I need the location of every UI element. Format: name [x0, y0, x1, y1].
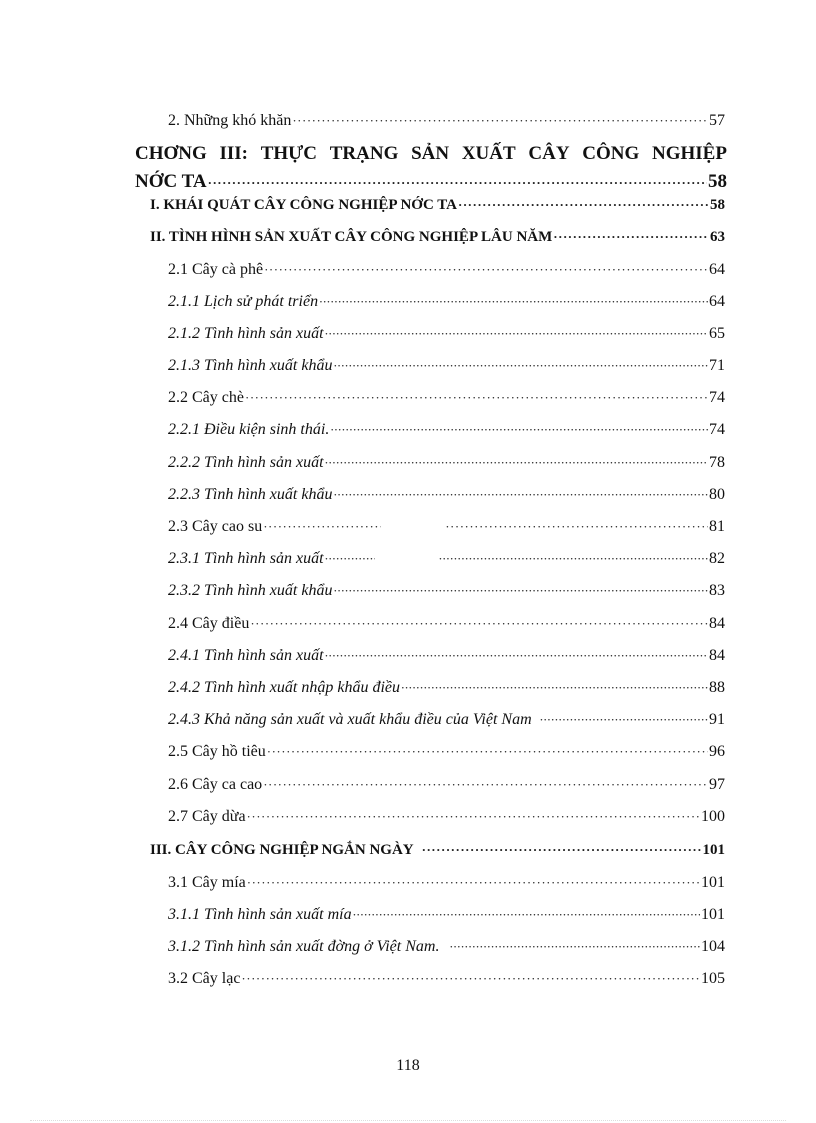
toc-entry-2-2-2[interactable]: 2.2.2 Tình hình sản xuất ····· 78 [168, 454, 725, 472]
leader-dots [325, 325, 708, 343]
toc-section-2[interactable]: II. TÌNH HÌNH SẢN XUẤT CÂY CÔNG NGHIỆP LÂU NĂM ····· 63 [150, 229, 725, 246]
chapter-title-line1: CHƠNG III: THỰC TRẠNG SẢN XUẤT CÂY CÔNG NGHIỆP [135, 143, 727, 164]
toc-entry-3-1-1[interactable]: 3.1.1 Tình hình sản xuất mía ····· 101 [168, 906, 725, 924]
leader-dots [330, 421, 708, 439]
leader-dots [263, 776, 708, 794]
leader-dots [422, 842, 702, 859]
leader-dots [319, 293, 708, 311]
toc-entry-2-4-2[interactable]: 2.4.2 Tình hình xuất nhập khẩu điều ····· 88 [168, 679, 725, 697]
leader-dots [247, 808, 700, 826]
toc-entry-2-2[interactable]: 2.2 Cây chè ····· 74 [168, 389, 725, 407]
leader-dots [264, 261, 708, 279]
toc-entry-2-1-1[interactable]: 2.1.1 Lịch sử phát triển ····· 64 [168, 293, 725, 311]
leader-dots [245, 389, 708, 407]
toc-entry-2-4[interactable]: 2.4 Cây điều ····· 84 [168, 615, 725, 633]
page-number: 118 [396, 1057, 420, 1074]
toc-entry-2-4-3[interactable]: 2.4.3 Khả năng sản xuất và xuất khẩu điều của Việt Nam ····· 91 [168, 711, 725, 729]
leader-dots [333, 582, 708, 600]
leader-dots [401, 679, 708, 697]
toc-entry-3-2[interactable]: 3.2 Cây lạc ····· 105 [168, 970, 725, 988]
leader-dots [353, 906, 700, 924]
toc-entry-2-3-2[interactable]: 2.3.2 Tình hình xuất khẩu ····· 83 [168, 582, 725, 600]
leader-dots [449, 938, 700, 956]
leader-dots [325, 454, 708, 472]
toc-entry-3-1-2[interactable]: 3.1.2 Tình hình sản xuất đờng ở Việt Nam. ····· 104 [168, 938, 725, 956]
leader-dots [247, 874, 700, 892]
leader-dots [333, 486, 708, 504]
leader-dots [263, 518, 381, 536]
toc-entry-2-3-1[interactable]: 2.3.1 Tình hình sản xuất ····· ····· 82 [168, 550, 725, 568]
toc-entry-2-1-2[interactable]: 2.1.2 Tình hình sản xuất ····· 65 [168, 325, 725, 343]
leader-dots [458, 197, 709, 214]
toc-entry-2-1[interactable]: 2.1 Cây cà phê ····· 64 [168, 261, 725, 279]
leader-dots [445, 518, 708, 536]
leader-dots [250, 615, 708, 633]
toc-chapter-3[interactable] [135, 140, 727, 197]
toc-entry-2-4-1[interactable]: 2.4.1 Tình hình sản xuất ····· 84 [168, 647, 725, 665]
leader-dots [540, 711, 708, 729]
leader-dots [553, 229, 709, 246]
chapter-title-line2: NỚC TA ····· 58 [135, 168, 727, 197]
toc-entry-2-5[interactable]: 2.5 Cây hồ tiêu ····· 96 [168, 743, 725, 761]
toc-entry-2-1-3[interactable]: 2.1.3 Tình hình xuất khẩu ····· 71 [168, 357, 725, 375]
leader-dots [292, 112, 708, 130]
toc-section-1[interactable]: I. KHÁI QUÁT CÂY CÔNG NGHIỆP NỚC TA ····· 58 [150, 197, 725, 214]
leader-dots [267, 743, 708, 761]
leader-dots [325, 647, 708, 665]
toc-entry-2-2-3[interactable]: 2.2.3 Tình hình xuất khẩu ····· 80 [168, 486, 725, 504]
leader-dots [325, 550, 375, 568]
leader-dots [333, 357, 708, 375]
toc-entry-nhung-kho-khan[interactable]: 2. Những khó khăn ····· 57 [168, 112, 725, 130]
page-bottom-divider [30, 1120, 786, 1121]
toc-entry-2-6[interactable]: 2.6 Cây ca cao ····· 97 [168, 776, 725, 794]
toc-entry-2-3[interactable]: 2.3 Cây cao su ····· ····· 81 [168, 518, 725, 536]
toc-entry-2-2-1[interactable]: 2.2.1 Điều kiện sinh thái. ····· 74 [168, 421, 725, 439]
leader-dots [208, 168, 707, 197]
toc-entry-2-7[interactable]: 2.7 Cây dừa ····· 100 [168, 808, 725, 826]
toc-entry-3-1[interactable]: 3.1 Cây mía ····· 101 [168, 874, 725, 892]
leader-dots [241, 970, 700, 988]
toc-section-3[interactable]: III. CÂY CÔNG NGHIỆP NGẮN NGÀY ····· 101 [150, 842, 725, 859]
leader-dots [439, 550, 708, 568]
